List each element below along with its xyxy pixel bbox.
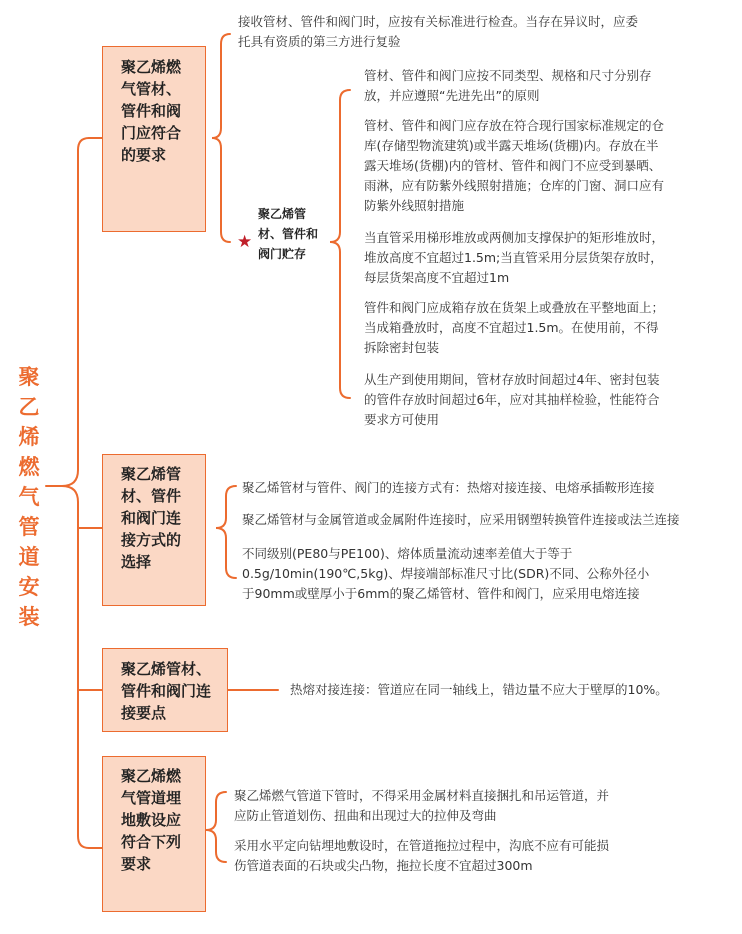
note-directional-drilling: 采用水平定向钻埋地敷设时，在管道拖拉过程中，沟底不应有可能损伤管道表面的石块或尖凸物，拖拉长度不宜超过300m xyxy=(234,838,610,873)
star-icon: ★ xyxy=(237,232,253,252)
branch-box-connection-method xyxy=(102,454,206,606)
sub-brace xyxy=(330,90,350,398)
note-connection-2: 聚乙烯管材与金属管道或金属附件连接时，应采用钢塑转换管件连接或法兰连接 xyxy=(242,512,680,527)
branch2-brace xyxy=(216,486,236,578)
note-storage-1: 管材、管件和阀门应按不同类型、规格和尺寸分别存放，并应遵照“先进先出”的原则 xyxy=(364,68,652,103)
note-hot-melt: 热熔对接连接：管道应在同一轴线上，错边量不应大于壁厚的10%。 xyxy=(290,682,668,697)
root-brace xyxy=(62,138,89,848)
branch-label: 聚乙烯管材、管件和阀门连接方式的选择 xyxy=(121,465,182,571)
sub-topic-storage: 聚乙烯管材、管件和阀门贮存 xyxy=(258,207,319,261)
note-lowering: 聚乙烯燃气管道下管时，不得采用金属材料直接捆扎和吊运管道，并应防止管道划伤、扭曲和出现过大的拉伸及弯曲 xyxy=(234,788,610,823)
note-storage-5: 从生产到使用期间，管材存放时间超过4年、密封包装的管件存放时间超过6年，应对其抽样检验，性能符合要求方可使用 xyxy=(364,372,660,427)
note-storage-4: 管件和阀门应成箱存放在货架上或叠放在平整地面上；当成箱叠放时，高度不宜超过1.5m。在使用前，不得拆除密封包装 xyxy=(364,300,665,355)
branch4-brace xyxy=(206,792,226,862)
branch-box-requirements xyxy=(102,46,206,232)
note-inspection: 接收管材、管件和阀门时，应按有关标准进行检查。当存在异议时，应委托具有资质的第三方进行复验 xyxy=(238,14,639,49)
branch-label: 聚乙烯管材、管件和阀门连接要点 xyxy=(121,660,212,722)
branch1-brace xyxy=(212,34,230,242)
branch-label: 聚乙烯燃气管道埋地敷设应符合下列要求 xyxy=(121,767,182,873)
note-connection-3: 不同级别(PE80与PE100)、熔体质量流动速率差值大于等于0.5g/10min(190℃,5kg)、焊接端部标准尺寸比(SDR)不同、公称外径小于90mm或壁厚小于6mm的聚乙烯管材、管件和阀门，应采用电熔连接 xyxy=(242,546,650,601)
root-title: 聚乙烯燃气管道安装 xyxy=(18,365,40,629)
branch-box-buried-laying xyxy=(102,756,206,912)
branch-label: 聚乙烯燃气管材、管件和阀门应符合的要求 xyxy=(121,58,182,164)
note-storage-2: 管材、管件和阀门应存放在符合现行国家标准规定的仓库(存储型物流建筑)或半露天堆场(货棚)内。存放在半露天堆场(货棚)内的管材、管件和阀门不应受到暴晒、雨淋，应有防紫外线照射措施；仓库的门窗、洞口应有防紫外线照射措施 xyxy=(364,118,665,213)
branch-box-connection-points xyxy=(102,648,228,732)
note-storage-3: 当直管采用梯形堆放或两侧加支撑保护的矩形堆放时，堆放高度不宜超过1.5m;当直管采用分层货架存放时，每层货架高度不宜超过1m xyxy=(364,230,665,285)
note-connection-1: 聚乙烯管材与管件、阀门的连接方式有：热熔对接连接、电熔承插鞍形连接 xyxy=(242,480,655,495)
